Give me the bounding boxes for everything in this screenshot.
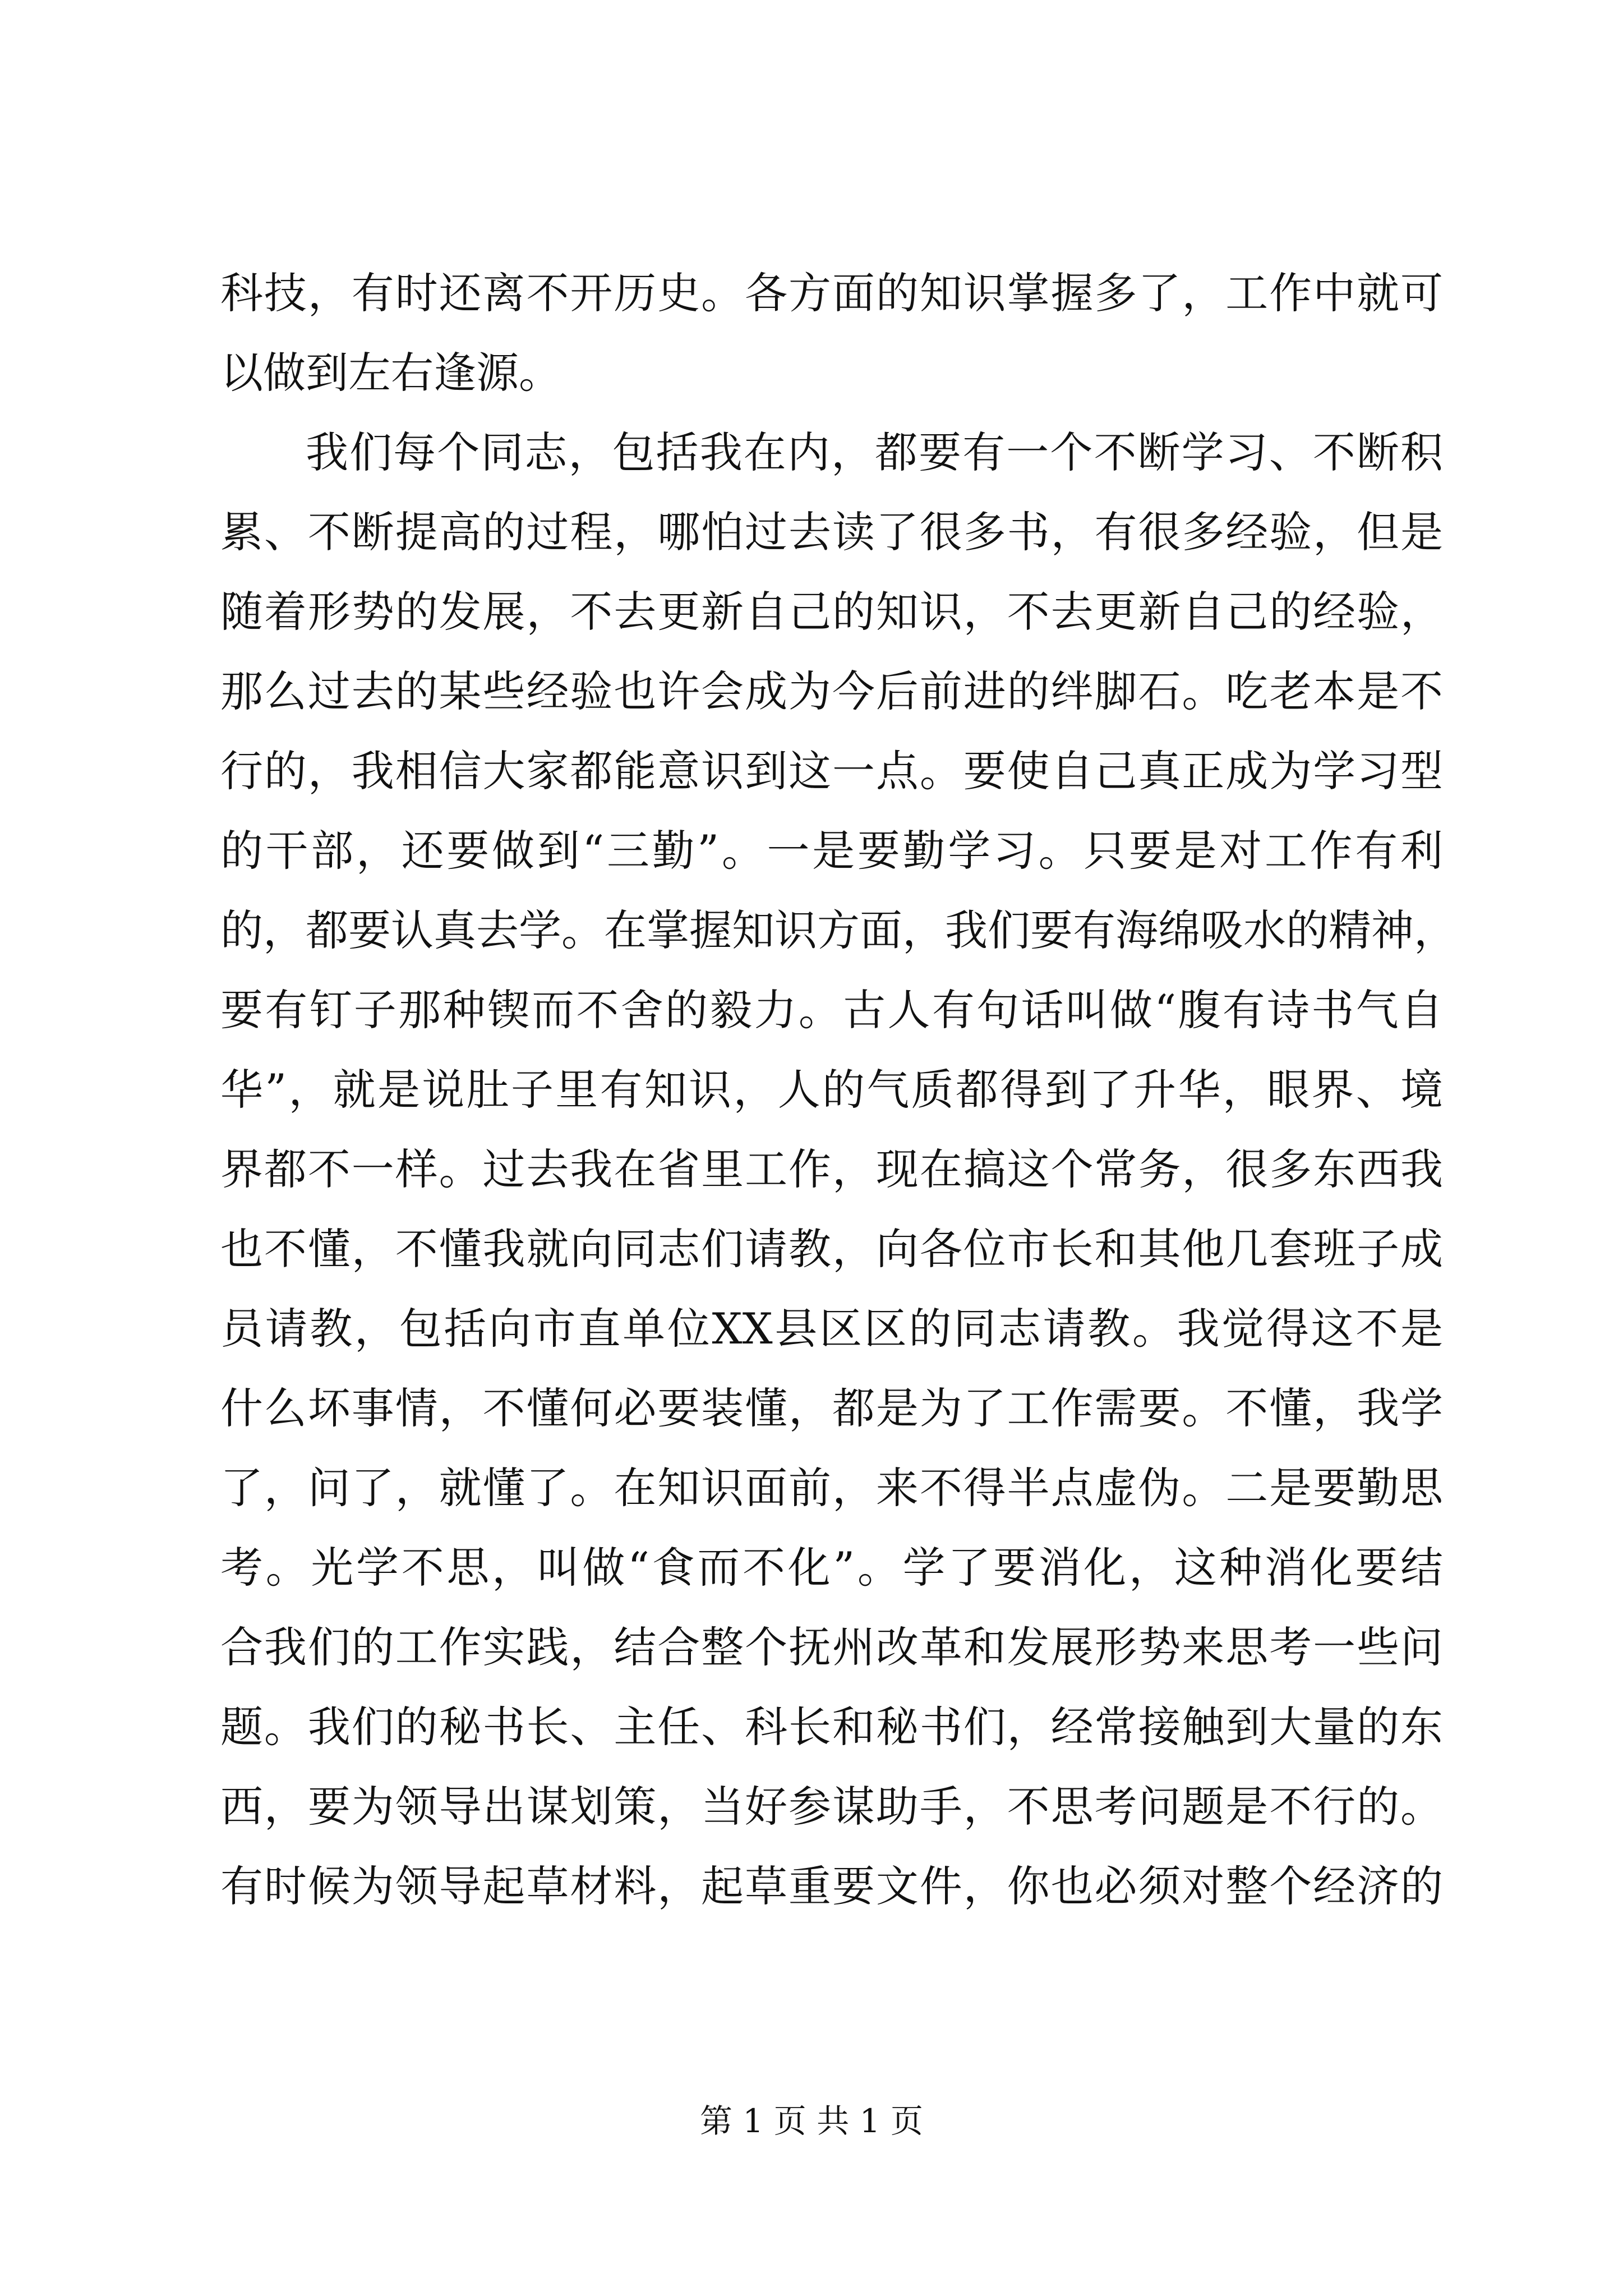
body-text [220, 254, 1456, 1926]
text-line: 那么过去的某些经验也许会成为今后前进的绊脚石。吃老本是不 [220, 666, 1443, 716]
text-line-paragraph-start: 我们每个同志，包括我在内，都要有一个不断学习、不断积 [306, 427, 1443, 477]
text-line: 有时候为领导起草材料，起草重要文件，你也必须对整个经济的 [220, 1861, 1443, 1911]
text-line: 合我们的工作实践，结合整个抚州改革和发展形势来思考一些问 [220, 1622, 1443, 1672]
text-line: 随着形势的发展，不去更新自己的知识，不去更新自己的经验， [220, 587, 1443, 637]
text-line: 累、不断提高的过程，哪怕过去读了很多书，有很多经验，但是 [220, 507, 1443, 557]
text-line: 以做到左右逢源。 [220, 348, 561, 398]
text-line: 行的，我相信大家都能意识到这一点。要使自己真正成为学习型 [220, 746, 1443, 796]
text-line: 题。我们的秘书长、主任、科长和秘书们，经常接触到大量的东 [220, 1702, 1443, 1752]
text-line: 西，要为领导出谋划策，当好参谋助手，不思考问题是不行的。 [220, 1782, 1443, 1832]
text-line: 华”，就是说肚子里有知识，人的气质都得到了升华，眼界、境 [220, 1065, 1443, 1115]
text-line: 界都不一样。过去我在省里工作，现在搞这个常务，很多东西我 [220, 1144, 1443, 1194]
text-line: 的，都要认真去学。在掌握知识方面，我们要有海绵吸水的精神， [220, 905, 1456, 955]
text-line: 也不懂，不懂我就向同志们请教，向各位市长和其他几套班子成 [220, 1224, 1443, 1274]
text-line: 的干部，还要做到“三勤”。一是要勤学习。只要是对工作有利 [220, 826, 1443, 876]
text-line: 考。光学不思，叫做“食而不化”。学了要消化，这种消化要结 [220, 1543, 1443, 1593]
text-line: 科技，有时还离不开历史。各方面的知识掌握多了，工作中就可 [220, 268, 1443, 318]
text-line: 要有钉子那种锲而不舍的毅力。古人有句话叫做“腹有诗书气自 [220, 985, 1443, 1035]
text-line: 员请教，包括向市直单位XX县区区的同志请教。我觉得这不是 [220, 1304, 1443, 1354]
text-line: 什么坏事情，不懂何必要装懂，都是为了工作需要。不懂，我学 [220, 1383, 1443, 1433]
text-line: 了，问了，就懂了。在知识面前，来不得半点虚伪。二是要勤思 [220, 1463, 1443, 1513]
page-number-footer: 第 1 页 共 1 页 [700, 2102, 923, 2140]
